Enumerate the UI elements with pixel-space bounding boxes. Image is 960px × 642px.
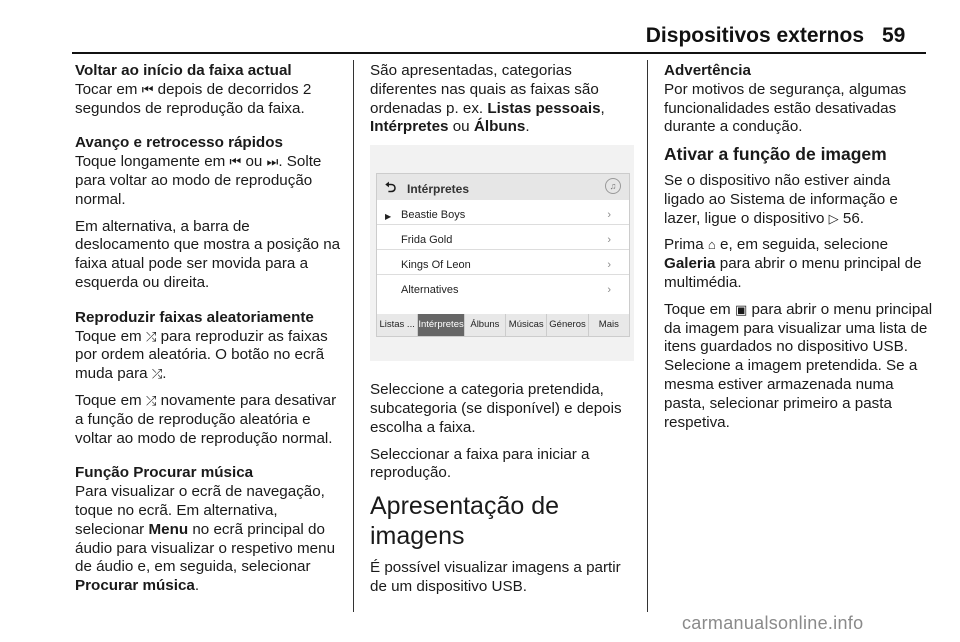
tab-artists: Intérpretes	[418, 314, 464, 336]
shuffle-icon: ⤮	[145, 328, 157, 344]
image-icon: ▣	[734, 301, 748, 317]
column-divider-2	[647, 60, 648, 612]
paragraph-shuffle-off: Toque em ⤮ novamente para desativar a função de reprodução aleatória e voltar ao modo de reprodução normal.	[75, 391, 337, 447]
section-heading-fast-forward: Avanço e retrocesso rápidos	[75, 134, 283, 152]
section-heading-music-search: Função Procurar música	[75, 464, 254, 482]
shuffle-icon: ⤮	[145, 392, 157, 408]
warning-title: Advertência	[664, 62, 751, 79]
screen-tab-bar	[377, 314, 629, 336]
previous-track-icon: ⏮	[229, 154, 242, 170]
paragraph-restart-track: Tocar em ⏮ depois de decorridos 2 segundos de reprodução da faixa.	[75, 80, 312, 117]
warning-text: Por motivos de segurança, algumas funcionalidades estão desativadas durante a condução.	[664, 80, 907, 136]
screen-title: Intérpretes	[407, 182, 470, 197]
paragraph-fast-forward: Toque longamente em ⏮ ou ⏭. Solte para voltar ao modo de reprodução normal.	[75, 153, 322, 208]
paragraph-categories: São apresentadas, categorias diferentes nas quais as faixas são ordenadas p. ex. Listas pessoais, Intérpretes ou Álbuns.	[370, 62, 605, 136]
list-item: Kings Of Leon ›	[377, 250, 629, 275]
chevron-right-icon: ›	[607, 284, 611, 297]
section-heading-activate-images: Ativar a função de imagem	[664, 144, 887, 165]
screen-panel	[376, 173, 630, 337]
play-indicator-icon: ▶	[385, 212, 392, 222]
chevron-right-icon: ›	[607, 234, 611, 247]
watermark-footer: carmanualsonline.info	[682, 613, 864, 633]
list-item: Alternatives ›	[377, 275, 629, 299]
paragraph-connect-device: Se o dispositivo não estiver ainda ligado ao Sistema de informação e lazer, ligue o dispositivo ▷ 56.	[664, 171, 898, 227]
list-item: Frida Gold ›	[377, 225, 629, 250]
screen-header	[377, 174, 629, 200]
column-1	[75, 62, 345, 604]
paragraph-open-image-menu: Toque em ▣ para abrir o menu principal da imagem para visualizar uma lista de itens guardados no dispositivo USB. Selecione a imagem pretendida. Se a mesma estiver armazenada numa pasta, selecionar primeiro a pasta respetiva.	[664, 300, 933, 431]
shuffle-icon: ⤮	[151, 366, 163, 382]
section-heading-shuffle: Reproduzir faixas aleatoriamente	[75, 308, 314, 326]
previous-track-icon: ⏮	[141, 81, 154, 97]
reference-arrow-icon: ▷	[828, 210, 839, 226]
back-arrow-icon: ⮌	[385, 179, 397, 196]
page-number: 59	[882, 24, 906, 47]
paragraph-select-track: Seleccionar a faixa para iniciar a reprodução.	[370, 445, 590, 482]
chevron-right-icon: ›	[607, 259, 611, 272]
chevron-right-icon: ›	[607, 209, 611, 222]
tab-albums: Álbuns	[465, 314, 506, 336]
list-item: ▶ Beastie Boys ›	[377, 200, 629, 225]
home-icon: ⌂	[707, 237, 716, 253]
music-note-icon: ♫	[605, 178, 621, 194]
tab-genres: Géneros	[547, 314, 588, 336]
paragraph-scroll-bar: Em alternativa, a barra de deslocamento que mostra a posição na faixa atual pode ser movida para a esquerda ou direita.	[75, 217, 341, 291]
paragraph-music-search: Para visualizar o ecrã de navegação, toque no ecrã. Em alternativa, selecionar Menu no ecrã principal do áudio para visualizar o respetivo menu de áudio e, em seguida, selecionar Procurar música.	[75, 483, 336, 595]
tab-songs: Músicas	[506, 314, 547, 336]
tab-playlists: Listas ...	[377, 314, 418, 336]
column-divider-1	[353, 60, 354, 612]
column-2	[370, 62, 640, 605]
page-header-title: Dispositivos externos	[645, 24, 864, 47]
section-title-images: Apresentação de imagens	[370, 492, 560, 551]
column-3	[664, 62, 934, 440]
paragraph-select-category: Seleccione a categoria pretendida, subcategoria (se disponível) e depois escolha a faixa.	[370, 381, 622, 436]
paragraph-press-home: Prima ⌂ e, em seguida, selecione Galeria para abrir o menu principal de multimédia.	[664, 236, 922, 291]
tab-more: Mais	[598, 319, 619, 331]
next-track-icon: ⏭	[266, 154, 279, 170]
section-heading-restart-track: Voltar ao início da faixa actual	[75, 62, 292, 79]
infotainment-screenshot	[370, 145, 634, 361]
paragraph-images-intro: É possível visualizar imagens a partir de um dispositivo USB.	[370, 559, 621, 595]
paragraph-shuffle: Toque em ⤮ para reproduzir as faixas por ordem aleatória. O botão no ecrã muda para ⤮.	[75, 327, 328, 383]
header-rule	[72, 52, 926, 54]
